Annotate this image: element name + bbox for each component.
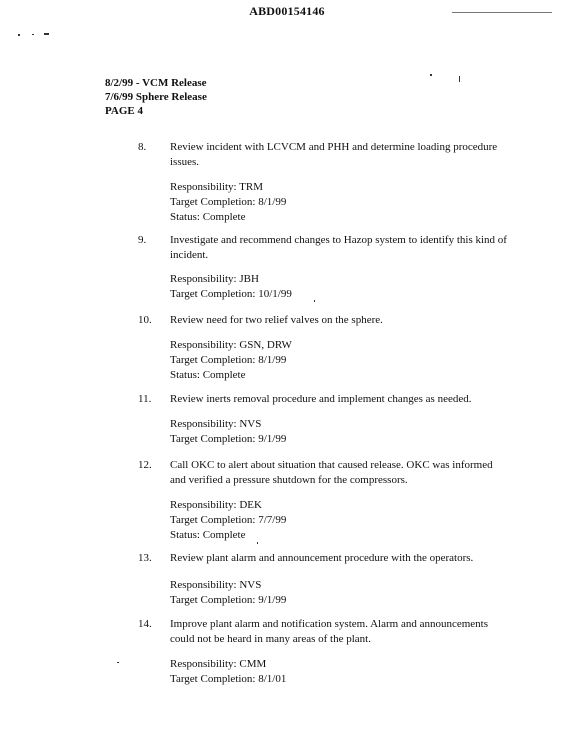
item-description: Review incident with LCVCM and PHH and determine loading procedure issues. [170, 141, 498, 168]
item-details [170, 657, 286, 687]
item-responsibility: Responsibility: NVS [170, 418, 262, 430]
header-sphere-release: 7/6/99 Sphere Release [105, 91, 207, 103]
item-target-completion: Target Completion: 9/1/99 [170, 433, 287, 445]
document-header [105, 76, 207, 118]
item-responsibility: Responsibility: JBH [170, 273, 259, 285]
item-target-completion: Target Completion: 8/1/99 [170, 354, 287, 366]
item-number: 14. [138, 618, 152, 630]
item-details [170, 338, 292, 383]
item-responsibility: Responsibility: CMM [170, 658, 267, 670]
item-description: Call OKC to alert about situation that caused release. OKC was informed and verified a pressure shutdown for the compressors. [170, 459, 493, 486]
item-number: 9. [138, 234, 147, 246]
item-details [170, 578, 286, 608]
item-number: 13. [138, 552, 152, 564]
header-page-number: PAGE 4 [105, 105, 143, 117]
bates-number: ABD00154146 [249, 4, 325, 18]
item-number: 11. [138, 393, 152, 405]
item-target-completion: Target Completion: 9/1/99 [170, 594, 287, 606]
item-details [170, 272, 292, 302]
item-description: Review inerts removal procedure and implement changes as needed. [170, 393, 472, 405]
item-number: 12. [138, 459, 152, 471]
item-number: 8. [138, 141, 147, 153]
item-responsibility: Responsibility: GSN, DRW [170, 339, 292, 351]
item-status: Status: Complete [170, 529, 246, 541]
item-details [170, 498, 286, 543]
item-number: 10. [138, 314, 152, 326]
item-description: Investigate and recommend changes to Hazop system to identify this kind of incident. [170, 234, 507, 261]
item-description: Improve plant alarm and notification system. Alarm and announcements could not be heard in many areas of the plant. [170, 618, 488, 645]
item-target-completion: Target Completion: 8/1/99 [170, 196, 287, 208]
item-description: Review need for two relief valves on the sphere. [170, 314, 383, 326]
item-target-completion: Target Completion: 7/7/99 [170, 514, 287, 526]
item-details [170, 180, 286, 225]
item-target-completion: Target Completion: 8/1/01 [170, 673, 287, 685]
item-description: Review plant alarm and announcement procedure with the operators. [170, 552, 474, 564]
item-responsibility: Responsibility: NVS [170, 579, 262, 591]
item-status: Status: Complete [170, 369, 246, 381]
item-responsibility: Responsibility: TRM [170, 181, 264, 193]
header-vcm-release: 8/2/99 - VCM Release [105, 77, 207, 89]
item-details [170, 417, 286, 447]
item-status: Status: Complete [170, 211, 246, 223]
item-target-completion: Target Completion: 10/1/99 [170, 288, 292, 300]
item-responsibility: Responsibility: DEK [170, 499, 262, 511]
